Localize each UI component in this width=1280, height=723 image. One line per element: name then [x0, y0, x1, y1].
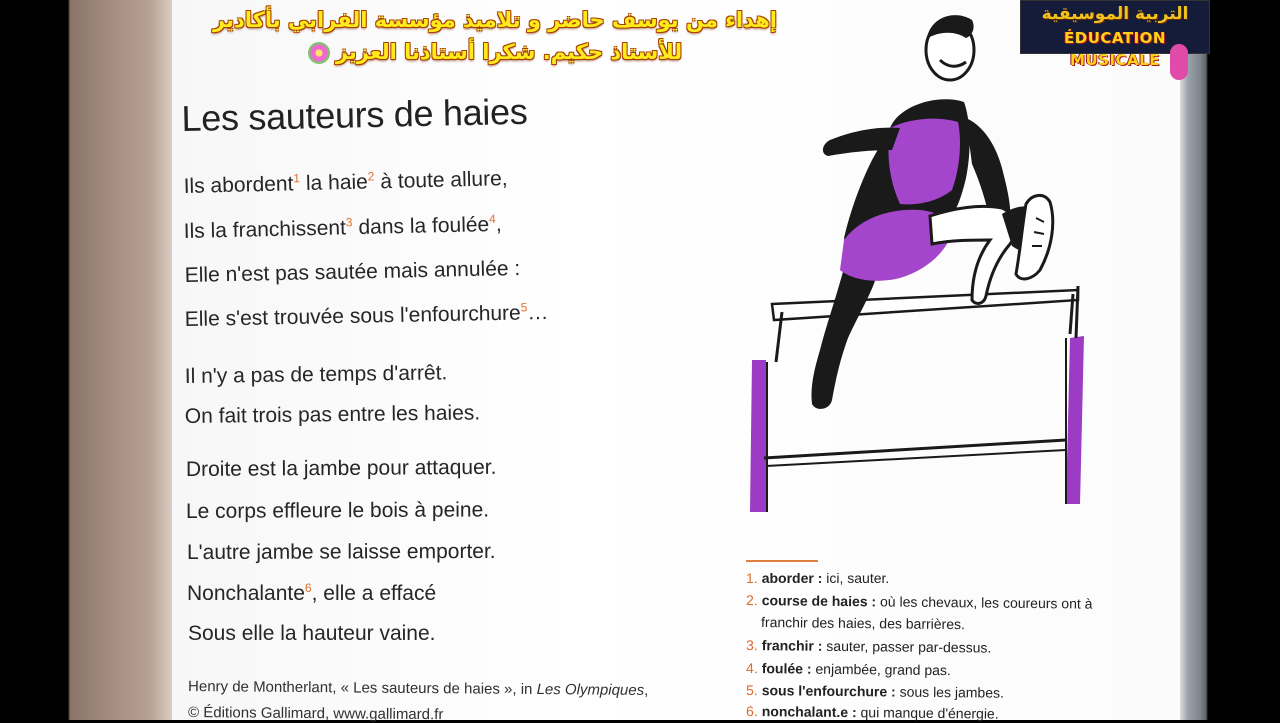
note-term: franchir : — [761, 637, 823, 654]
verse-text: Ils abordent — [183, 172, 294, 199]
runner-singlet — [888, 119, 960, 205]
verse-text: , — [495, 212, 502, 236]
logo-arabic-text: التربية الموسيقية — [1041, 4, 1189, 24]
notes-divider — [746, 560, 818, 562]
verse-line — [188, 622, 436, 646]
footnote-mark: 1 — [293, 171, 301, 186]
footnote-mark: 3 — [345, 215, 353, 230]
poem-publisher: © Éditions Gallimard, www.gallimard.fr — [188, 704, 444, 723]
note-term: sous l'enfourchure : — [761, 682, 896, 700]
note-definition: enjambée, grand pas. — [811, 660, 951, 679]
hurdle-base-bar — [764, 440, 1066, 458]
note-number: 1. — [746, 570, 758, 586]
note-definition: ici, sauter. — [822, 570, 890, 586]
verse-text: à toute allure, — [380, 167, 508, 194]
verse-text: … — [527, 301, 549, 325]
note-definition: sous les jambes. — [895, 683, 1005, 701]
dedication-line-2 — [195, 36, 795, 68]
verse-text: Ils la franchissent — [183, 216, 347, 244]
verse-text: Elle s'est trouvée sous l'enfourchure — [184, 301, 521, 332]
note-term: nonchalant.e : — [761, 703, 857, 721]
verse-text: Sous elle la hauteur vaine. — [188, 622, 436, 645]
note-definition: franchir des haies, des barrières. — [761, 614, 966, 633]
footnote-mark: 5 — [520, 300, 528, 315]
note-item — [746, 703, 999, 722]
credit-book: Les Olympiques — [536, 681, 645, 699]
note-term: foulée : — [761, 660, 812, 677]
note-definition: sauter, passer par-dessus. — [822, 637, 992, 656]
verse-text: , elle a effacé — [311, 582, 437, 605]
pink-marker — [1170, 44, 1188, 80]
credit-comma: , — [644, 681, 649, 700]
logo-french-text: ÉDUCATION MUSICALE — [1064, 29, 1166, 69]
verse-text: Il n'y a pas de temps d'arrêt. — [184, 361, 448, 389]
runner-leg-back — [811, 268, 876, 409]
note-item — [746, 660, 951, 678]
hurdler-illustration — [740, 8, 1120, 528]
footnote-mark: 4 — [488, 211, 496, 227]
verse-text: dans la foulée — [358, 213, 490, 240]
dedication-line-2-text: للأستاذ حكيم. شكرا أستاذنا العزيز — [335, 40, 683, 64]
verse-text: Nonchalante — [187, 582, 305, 605]
left-frame-edge — [0, 0, 172, 720]
note-item — [761, 614, 965, 632]
note-number: 5. — [746, 682, 758, 699]
note-definition: où les chevaux, les coureurs ont à — [876, 593, 1093, 612]
runner-leg-front — [930, 206, 1016, 303]
verse-text: Elle n'est pas sautée mais annulée : — [184, 256, 521, 288]
poem-title: Les sauteurs de haies — [181, 90, 528, 140]
verse-text: Le corps effleure le bois à peine. — [185, 498, 490, 523]
verse-line — [185, 361, 448, 389]
hurdle-top-bar — [772, 290, 1078, 320]
note-number: 3. — [746, 637, 758, 654]
verse-text: Droite est la jambe pour attaquer. — [185, 455, 497, 482]
verse-text: la haie — [305, 170, 369, 196]
verse-text: On fait trois pas entre les haies. — [184, 401, 481, 429]
dedication-banner — [195, 4, 795, 68]
note-item — [746, 637, 991, 656]
hurdle-right-post — [1066, 336, 1084, 504]
flower-icon — [308, 42, 330, 64]
note-term: course de haies : — [761, 592, 877, 610]
verse-line — [186, 498, 489, 524]
note-term: aborder : — [761, 570, 823, 586]
hurdle-left-post — [750, 360, 766, 512]
note-definition: qui manque d'énergie. — [856, 704, 999, 722]
footnote-mark: 2 — [367, 169, 375, 184]
note-number: 4. — [746, 660, 758, 677]
note-item — [746, 570, 889, 586]
right-frame-edge — [1178, 0, 1280, 720]
note-number: 6. — [746, 703, 758, 720]
verse-line — [187, 540, 496, 565]
footnote-mark: 6 — [304, 581, 312, 595]
verse-text: L'autre jambe se laisse emporter. — [186, 539, 496, 564]
credit-author: Henry de Montherlant, « Les sauteurs de haies », in — [188, 678, 537, 699]
note-number: 2. — [746, 592, 758, 609]
verse-line — [187, 581, 436, 606]
verse-line — [185, 401, 481, 429]
note-item — [746, 682, 1004, 701]
verse-line — [186, 456, 497, 482]
dedication-line-1: إهداء من يوسف حاضر و تلاميذ مؤسسة الفرابي بأكادير — [213, 8, 777, 32]
